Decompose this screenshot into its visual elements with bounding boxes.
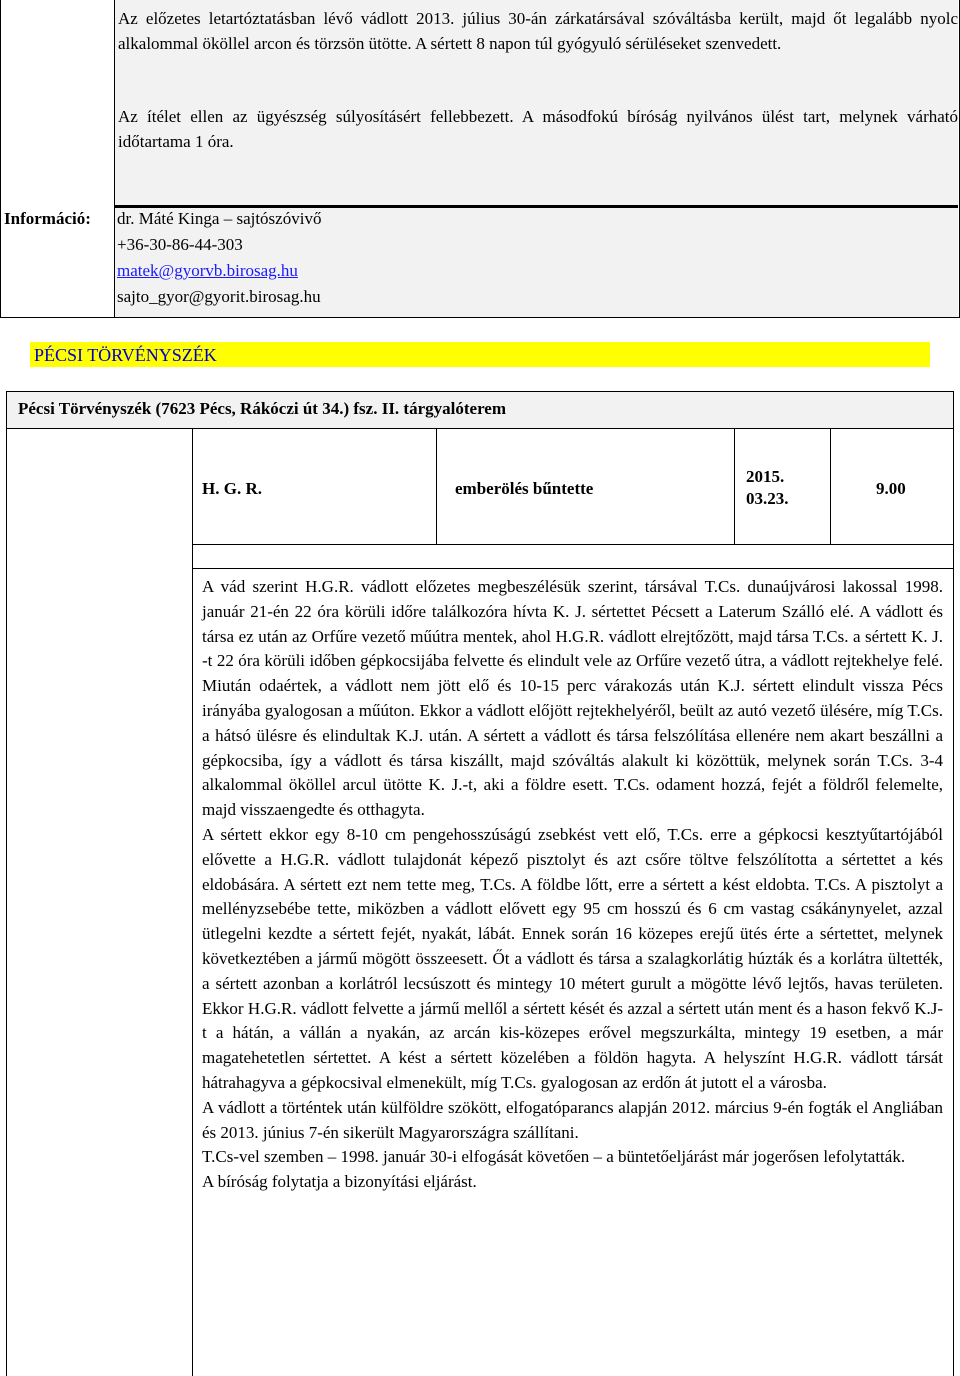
- case-date-year: 2015.: [746, 467, 785, 486]
- press-contact-email-link[interactable]: matek@gyorvb.birosag.hu: [117, 261, 298, 280]
- previous-case-paragraph-2: Az ítélet ellen az ügyészség súlyosításért fellebbezett. A másodfokú bíróság nyilvános ülést tart, melynek várható időtartama 1 óra.: [118, 107, 958, 151]
- press-contact-phone: +36-30-86-44-303: [117, 235, 243, 254]
- case-defendant: H. G. R.: [202, 479, 262, 498]
- case-time: 9.00: [876, 479, 906, 498]
- court-title: PÉCSI TÖRVÉNYSZÉK: [34, 345, 217, 365]
- case-blank-row: [192, 545, 954, 569]
- previous-case-paragraph-1: Az előzetes letartóztatásban lévő vádlott 2013. július 30-án zárkatársával szóváltásba került, majd őt legalább nyolc alkalommal ököllel arcon és törzsön ütötte. A sértett 8 napon túl gyógyuló sérüléseket szenvedett.: [118, 9, 958, 53]
- description-paragraph: A vád szerint H.G.R. vádlott előzetes megbeszélésük szerint, társával T.Cs. dunaújvárosi lakossal 1998. január 21-én 22 óra körüli időre találkozóra hívta K. J. sértettet Pécsett a Laterum Szálló elé. A vádlott és társa ez után az Orfűre vezető műútra mentek, ahol H.G.R. vádlott elrejtőzött, majd társa T.Cs. a sértett K. J. -t 22 óra körüli időben gépkocsijába felvette és elindult vele az Orfűre vezető útra, a vádlott rejtekhelye felé. Miután odaértek, a vádlott nem jött elő és 10-15 perc várakozás után K.J. sértett elindult vissza Pécs irányába gyalogosan a műúton. Ekkor a vádlott előjött rejtekhelyéről, beült az autó vezető ülésére, míg T.Cs. a hátsó ülésre és elindultak K.J. után. A sértett a vádlott és társa felszólítása ellenére nem akart beszállni a gépkocsiba, így a vádlott és társa kiszállt, majd szóváltás alakult ki közöttük, melynek során T.Cs. 3-4 alkalommal ököllel arcul ütötte K. J.-t, aki a földre esett. T.Cs. odament hozzá, fejét a földről felemelte, majd visszaengedte és otthagyta.: [202, 577, 943, 820]
- press-contact-email: sajto_gyor@gyorit.birosag.hu: [117, 287, 321, 306]
- case-date-day: 03.23.: [746, 489, 789, 508]
- info-label: Információ:: [4, 209, 91, 228]
- description-paragraph: A bíróság folytatja a bizonyítási eljárást.: [202, 1172, 477, 1192]
- case-crime: emberölés bűntette: [455, 479, 594, 498]
- description-paragraph: T.Cs-vel szemben – 1998. január 30-i elfogását követően – a büntetőeljárást már jogerősen lefolytatták.: [202, 1147, 906, 1167]
- case-column-divider: [436, 429, 437, 545]
- case-column-divider: [830, 429, 831, 545]
- press-contact-name: dr. Máté Kinga – sajtószóvivő: [117, 209, 322, 228]
- description-paragraph: A sértett ekkor egy 8-10 cm pengehosszúságú zsebkést vett elő, T.Cs. erre a gépkocsi kesztyűtartójából elővette a H.G.R. vádlott tulajdonát képező pisztolyt és azt csőre töltve felszólította a sértettet a kés eldobására. A sértett ezt nem tette meg, T.Cs. A földbe lőtt, erre a sértett a kést eldobta. T.Cs. A pisztolyt a mellényzsebébe tette, miközben a vádlott elővett egy 95 cm hosszú és 6 cm vastag csákánynyelet, azzal ütlegelni kezdte a sértett fejét, nyakát, lábát. Ennek során 16 közepes erejű ütés érte a sértettet, melynek következtében a jármű mögött összeesett. Őt a vádlott és társa a szalagkorlátig húzták és a korlátra ültették, a sértett azonban a korlátról lecsúszott és mintegy 10 métert gurult a mögötte lévő lejtős, havas területen. Ekkor H.G.R. vádlott felvette a jármű mellől a sértett kését és azzal a sértett után ment és a hason fekvő K.J-t a hátán, a vállán a nyakán, az arcán kis-közepes erővel megszurkálta, mintegy 19 esetben, a már magatehetetlen sértettet. A kést a sértett közelében a földön hagyta. A helyszínt H.G.R. vádlott társát hátrahagyva a gépkocsival elmenekült, míg T.Cs. gyalogosan az erdőn át jutott el a városba.: [202, 824, 943, 1092]
- case-date: [746, 466, 789, 510]
- case-column-divider: [734, 429, 735, 545]
- case-description: [202, 575, 943, 1195]
- venue-text: Pécsi Törvényszék (7623 Pécs, Rákóczi út 34.) fsz. II. tárgyalóterem: [18, 399, 507, 418]
- description-paragraph: A vádlott a történtek után külföldre szökött, elfogatóparancs alapján 2012. március 9-én fogták el Angliában és 2013. június 7-én sikerült Magyarországra szállítani.: [202, 1097, 943, 1142]
